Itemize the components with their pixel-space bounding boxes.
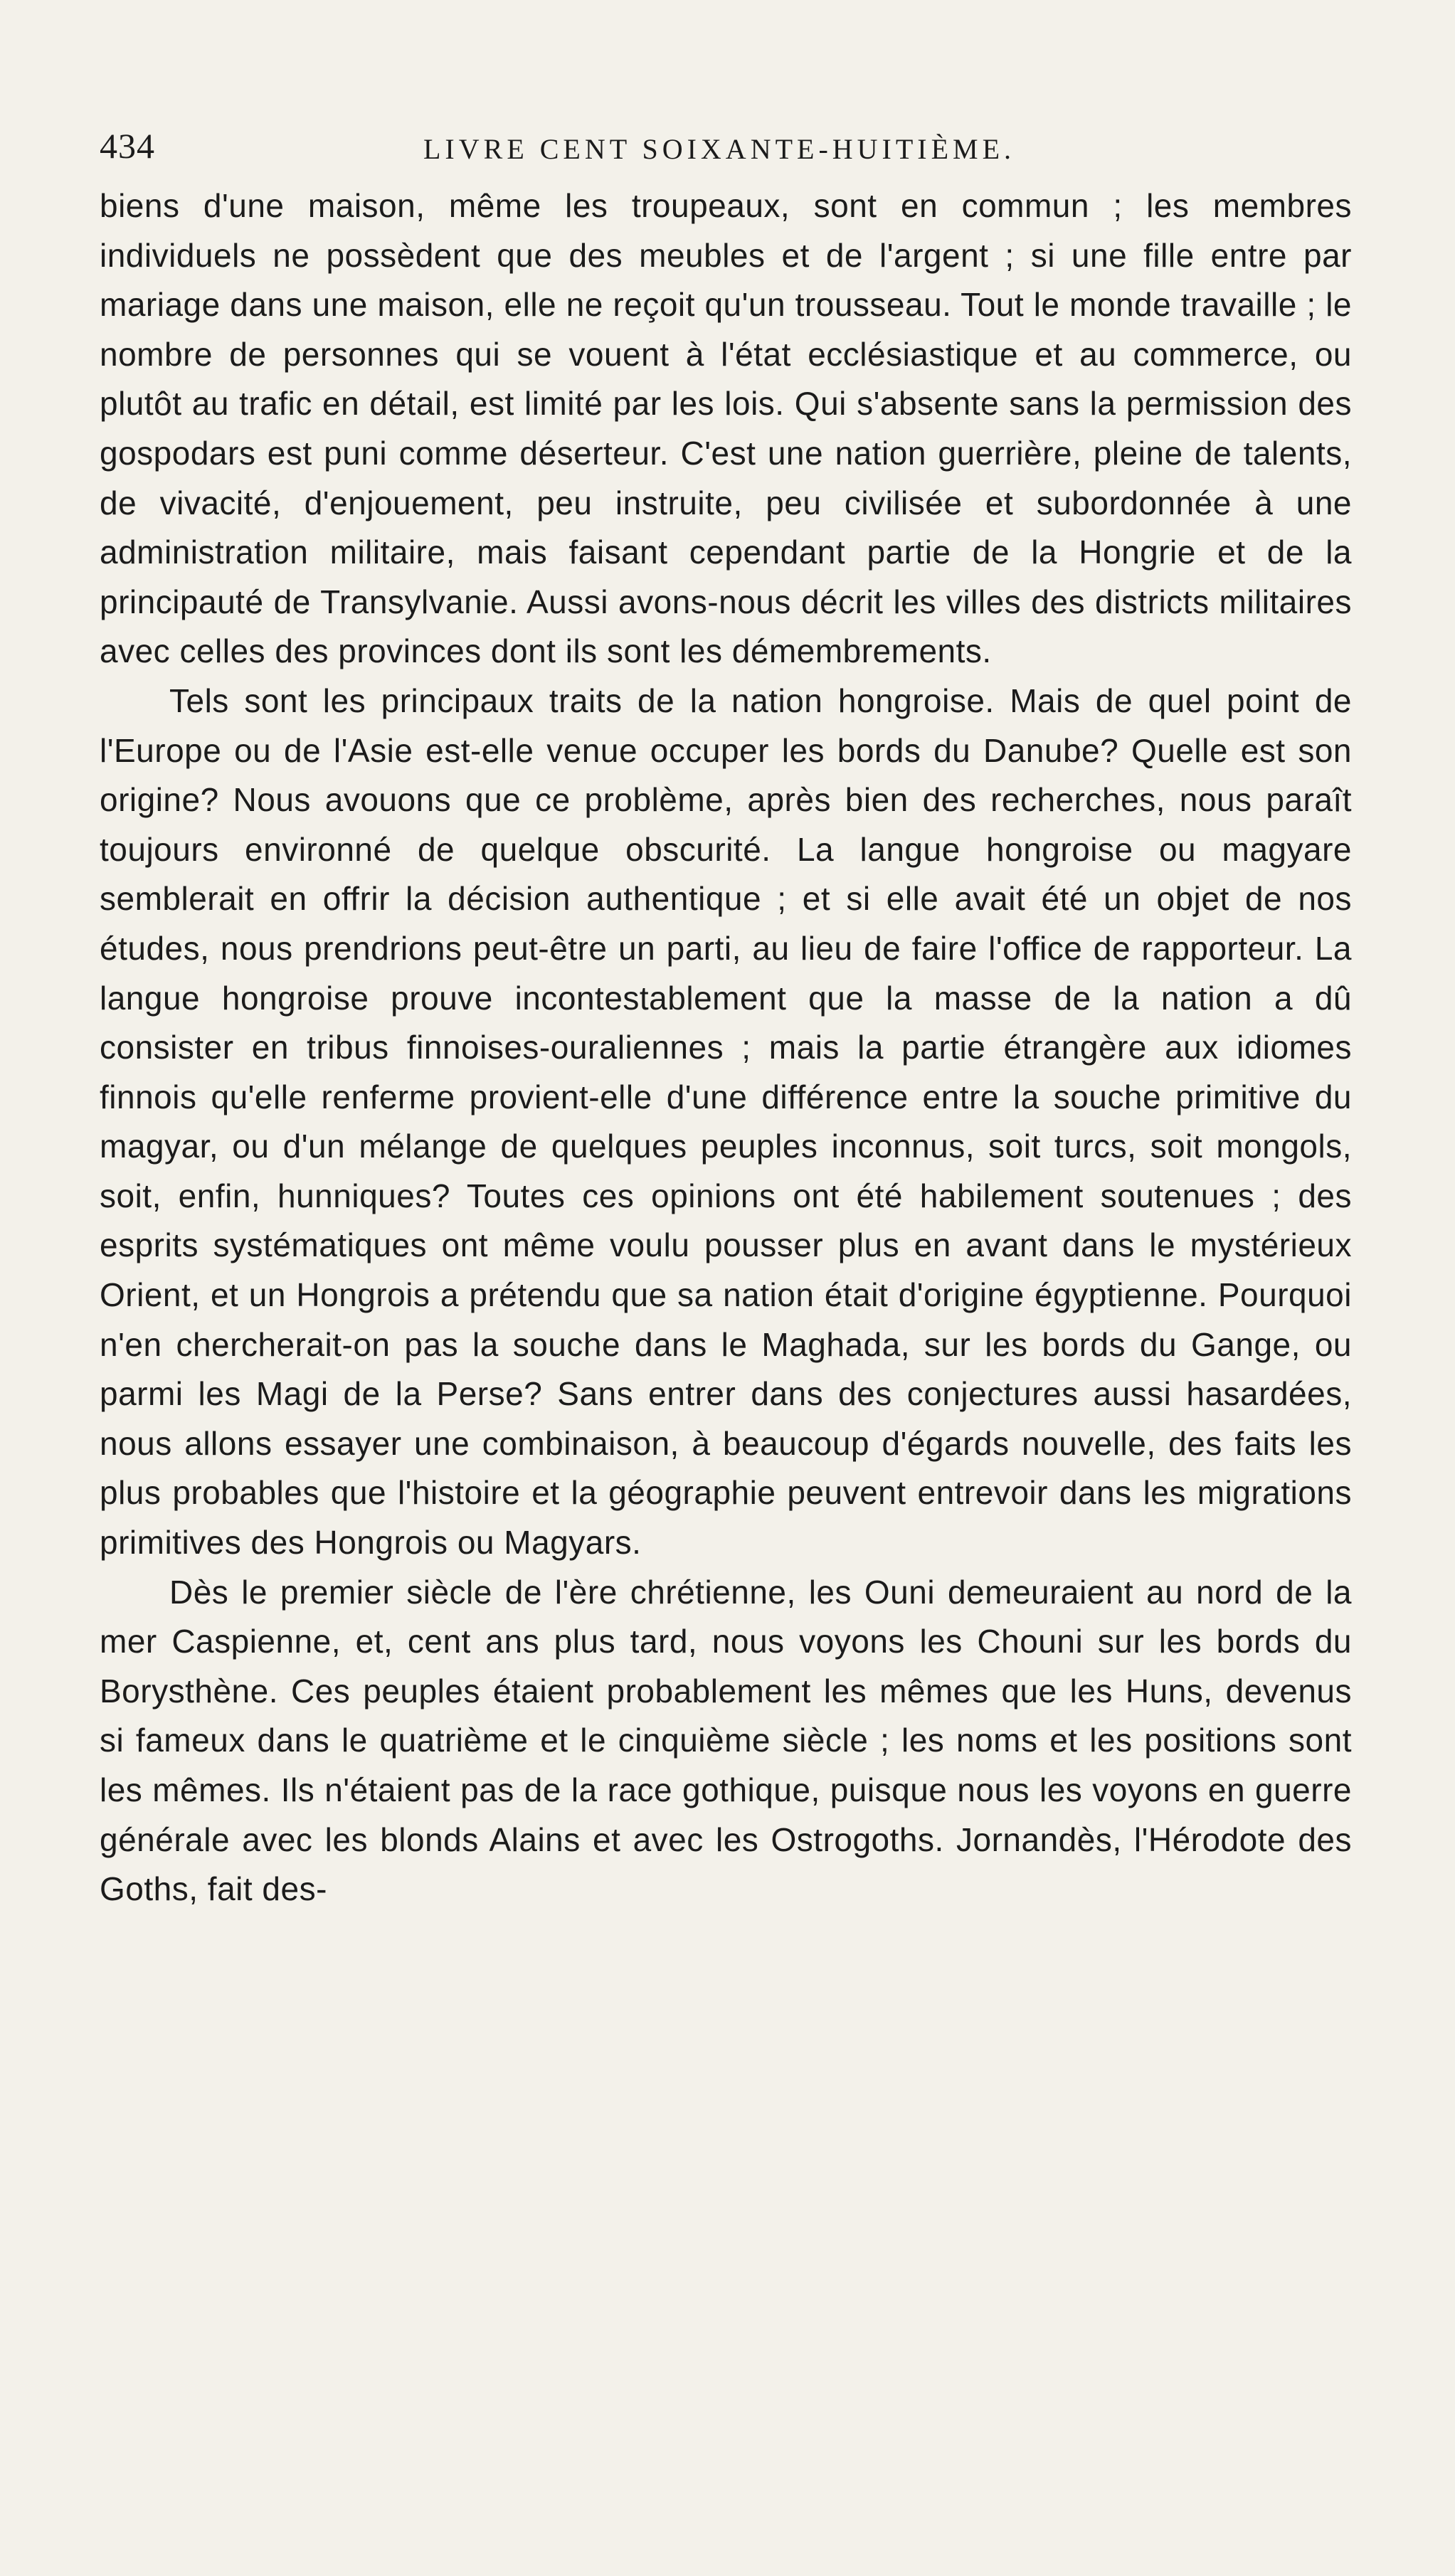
body-text: [100, 181, 1352, 1914]
running-head: LIVRE CENT SOIXANTE-HUITIÈME.: [423, 133, 1016, 165]
page-header: [100, 120, 1352, 176]
paragraph-3: Dès le premier siècle de l'ère chrétienne, les Ouni demeuraient au nord de la mer Caspienne, et, cent ans plus tard, nous voyons les Chouni sur les bords du Borysthène. Ces peuples étaient probablement les mêmes que les Huns, devenus si fameux dans le quatrième et le cinquième siècle ; les noms et les positions sont les mêmes. Ils n'étaient pas de la race gothique, puisque nous les voyons en guerre générale avec les blonds Alains et avec les Ostrogoths. Jornandès, l'Hérodote des Goths, fait des-: [100, 1573, 1352, 1908]
paragraph-2: Tels sont les principaux traits de la nation hongroise. Mais de quel point de l'Europe ou de l'Asie est-elle venue occuper les bords du Danube? Quelle est son origine? Nous avouons que ce problème, après bien des recherches, nous paraît toujours environné de quelque obscurité. La langue hongroise ou magyare semblerait en offrir la décision authentique ; et si elle avait été un objet de nos études, nous prendrions peut-être un parti, au lieu de faire l'office de rapporteur. La langue hongroise prouve incontestablement que la masse de la nation a dû consister en tribus finnoises-ouraliennes ; mais la partie étrangère aux idiomes finnois qu'elle renferme provient-elle d'une différence entre la souche primitive du magyar, ou d'un mélange de quelques peuples inconnus, soit turcs, soit mongols, soit, enfin, hunniques? Toutes ces opinions ont été habilement soutenues ; des esprits systématiques ont même voulu pousser plus en avant dans le mystérieux Orient, et un Hongrois a prétendu que sa nation était d'origine égyptienne. Pourquoi n'en chercherait-on pas la souche dans le Maghada, sur les bords du Gange, ou parmi les Magi de la Perse? Sans entrer dans des conjectures aussi hasardées, nous allons essayer une combinaison, à beaucoup d'égards nouvelle, des faits les plus probables que l'histoire et la géographie peuvent entrevoir dans les migrations primitives des Hongrois ou Magyars.: [100, 682, 1352, 1562]
page-number: 434: [100, 126, 155, 166]
paragraph-1: biens d'une maison, même les troupeaux, sont en commun ; les membres individuels ne possèdent que des meubles et de l'argent ; si une fille entre par mariage dans une maison, elle ne reçoit qu'un trousseau. Tout le monde travaille ; le nombre de personnes qui se vouent à l'état ecclésiastique et au commerce, ou plutôt au trafic en détail, est limité par les lois. Qui s'absente sans la permission des gospodars est puni comme déserteur. C'est une nation guerrière, pleine de talents, de vivacité, d'enjouement, peu instruite, peu civilisée et subordonnée à une administration militaire, mais faisant cependant partie de la Hongrie et de la principauté de Transylvanie. Aussi avons-nous décrit les villes des districts militaires avec celles des provinces dont ils sont les démembrements.: [100, 187, 1352, 670]
